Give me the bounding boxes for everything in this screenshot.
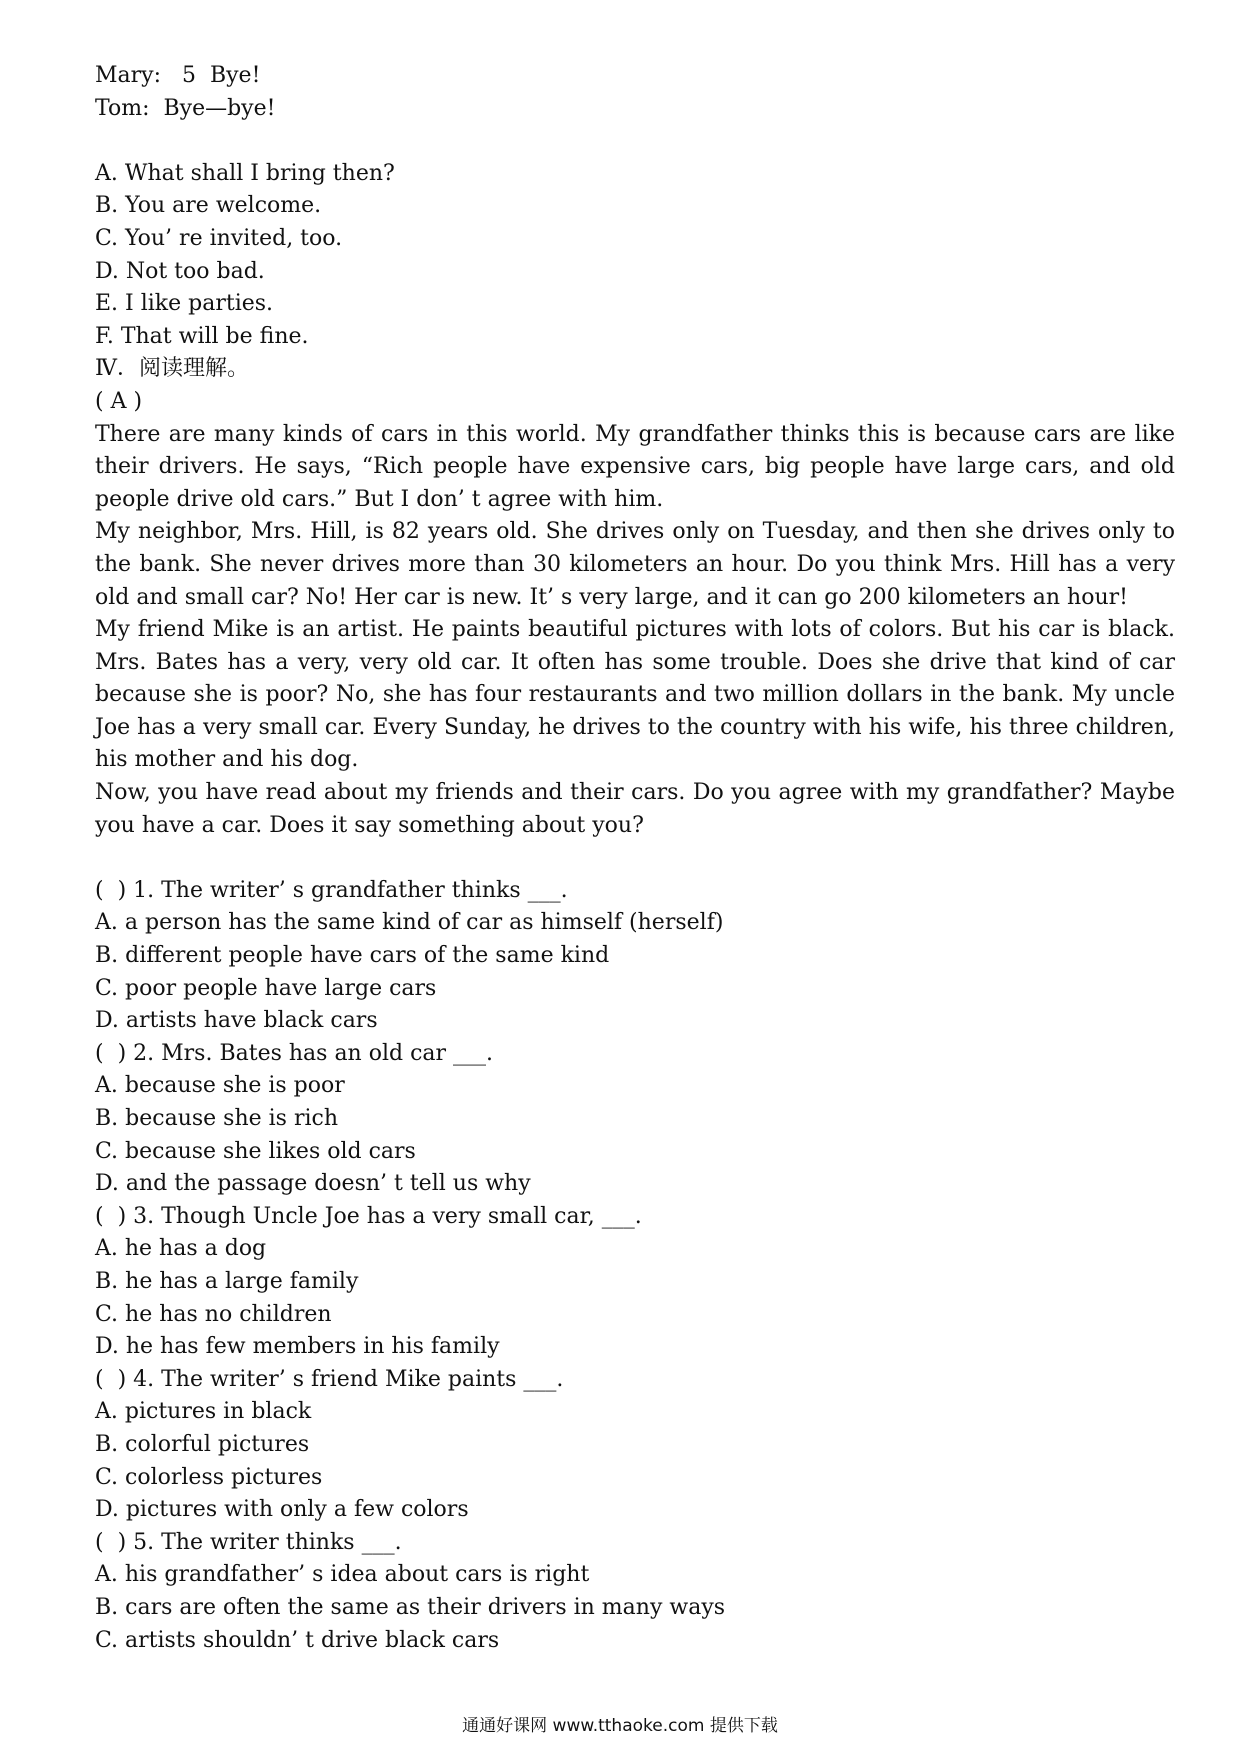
option-item: A. What shall I bring then? [95,160,395,186]
option-item: C. You’ re invited, too. [95,225,343,251]
passage-paragraph: Now, you have read about my friends and their cars. Do you agree with my grandfather? Maybe you have a car. Does it say something about you? [95,780,1175,838]
answer-choice: B. because she is rich [95,1106,338,1131]
answer-choice: A. he has a dog [95,1236,267,1262]
answer-choice: C. artists shouldn’ t drive black cars [95,1627,500,1653]
option-item: E. I like parties. [95,291,274,317]
answer-choice: A. because she is poor [95,1073,345,1099]
spacer [95,842,1175,875]
answer-choice: C. colorless pictures [95,1464,323,1490]
answer-choice: D. artists have black cars [95,1008,378,1034]
questions [95,875,1175,1657]
passage-paragraph: There are many kinds of cars in this world. My grandfather thinks this is because cars are like their drivers. He says, “Rich people have expensive cars, big people have large cars, and old people drive old cars.” But I don’ t agree with him. [95,421,1175,512]
answer-choice: C. because she likes old cars [95,1138,416,1164]
option-item: F. That will be fine. [95,323,309,349]
answer-choice: B. he has a large family [95,1268,359,1294]
reading-passage [95,419,1175,843]
answer-choice: B. colorful pictures [95,1431,310,1457]
question-block [95,1038,1175,1201]
answer-choice: D. and the passage doesn’ t tell us why [95,1171,531,1197]
question-stem: ( ) 4. The writer’ s friend Mike paints ___. [95,1366,564,1392]
answer-choice: A. his grandfather’ s idea about cars is right [95,1562,590,1588]
question-block [95,1364,1175,1527]
answer-choice: C. poor people have large cars [95,975,437,1001]
option-item: B. You are welcome. [95,193,322,219]
question-stem: ( ) 2. Mrs. Bates has an old car ___. [95,1040,494,1066]
question-block [95,1527,1175,1657]
section-title: Ⅳ．阅读理解。 [95,356,249,382]
dialogue-line: Tom: Bye—bye! [95,95,276,121]
answer-choice: D. pictures with only a few colors [95,1497,469,1523]
question-block [95,875,1175,1038]
option-item: D. Not too bad. [95,258,265,284]
question-stem: ( ) 1. The writer’ s grandfather thinks ___. [95,877,568,903]
answer-choice: C. he has no children [95,1301,332,1327]
page-footer: 通通好课网 www.tthaoke.com 提供下载 [462,1716,778,1736]
part-label: ( A ) [95,388,143,414]
question-block [95,1201,1175,1364]
passage-paragraph: My friend Mike is an artist. He paints beautiful pictures with lots of colors. But his car is black. Mrs. Bates has a very, very old car. It often has some trouble. Does she drive that kind of car because she is poor? No, she has four restaurants and two million dollars in the bank. My uncle Joe has a very small car. Every Sunday, he drives to the country with his wife, his three children, his mother and his dog. [95,617,1175,773]
answer-choice: A. a person has the same kind of car as himself (herself) [95,910,724,936]
answer-choice: D. he has few members in his family [95,1334,500,1360]
answer-choice: B. cars are often the same as their drivers in many ways [95,1594,726,1620]
dialogue-line: Mary: 5 Bye! [95,63,261,88]
dialogue [95,60,1175,125]
document-body [95,60,1175,1657]
question-stem: ( ) 5. The writer thinks ___. [95,1529,402,1555]
spacer [95,125,1175,158]
options-list [95,158,1175,354]
answer-choice: B. different people have cars of the same kind [95,943,610,969]
passage-paragraph: My neighbor, Mrs. Hill, is 82 years old. She drives only on Tuesday, and then she drives only to the bank. She never drives more than 30 kilometers an hour. Do you think Mrs. Hill has a very old and small car? No! Her car is new. It’ s very large, and it can go 200 kilometers an hour! [95,519,1175,610]
answer-choice: A. pictures in black [95,1399,312,1425]
question-stem: ( ) 3. Though Uncle Joe has a very small car, ___. [95,1203,642,1229]
